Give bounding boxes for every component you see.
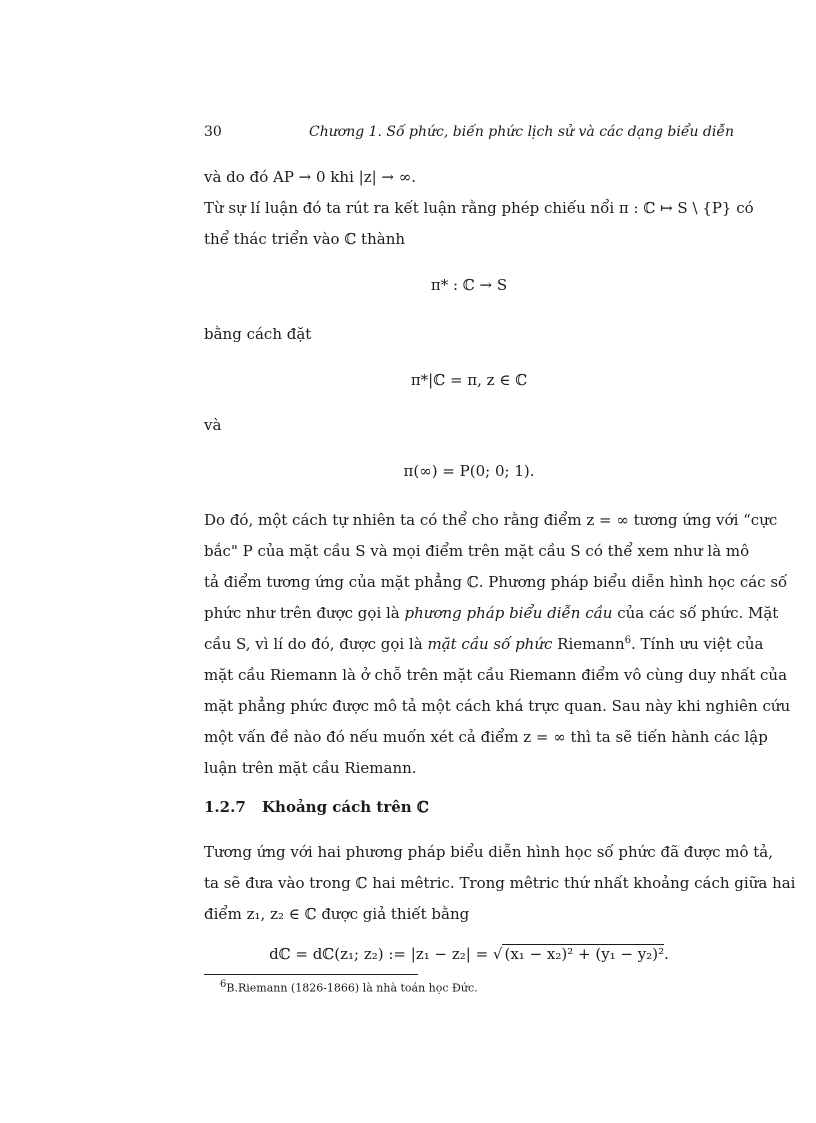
text-run: của các số phức. Mặt <box>612 604 779 622</box>
footnote <box>220 979 478 995</box>
equation-part: dℂ = dℂ(z₁; z₂) := |z₁ − z₂| = √ <box>269 945 503 963</box>
radicand: (x₁ − x₂)² + (y₁ − y₂)² <box>504 945 665 963</box>
text-line: điểm z₁, z₂ ∈ ℂ được giả thiết bằng <box>204 905 470 923</box>
equation: π(∞) = P(0; 0; 1). <box>403 462 535 480</box>
equation: π*|ℂ = π, z ∈ ℂ <box>410 371 528 389</box>
text-run: . Tính ưu việt của <box>631 635 764 653</box>
emphasis: mặt cầu số phức <box>427 635 553 653</box>
text-line: Do đó, một cách tự nhiên ta có thể cho rằng điểm z = ∞ tương ứng với “cực <box>204 511 778 529</box>
footnote-ref: 6 <box>624 635 632 646</box>
text-line: ta sẽ đưa vào trong ℂ hai mêtric. Trong mêtric thứ nhất khoảng cách giữa hai <box>204 874 796 892</box>
text-line: bằng cách đặt <box>204 325 312 343</box>
text-line: Tương ứng với hai phương pháp biểu diễn hình học số phức đã được mô tả, <box>204 843 774 861</box>
text-line: một vấn đề nào đó nếu muốn xét cả điểm z = ∞ thì ta sẽ tiến hành các lập <box>204 728 768 746</box>
text-line <box>204 604 779 622</box>
page-number: 30 <box>204 124 222 140</box>
text-line: Từ sự lí luận đó ta rút ra kết luận rằng phép chiếu nổi π : ℂ ↦ S \ {P} có <box>204 199 754 217</box>
running-title: Chương 1. Số phức, biến phức lịch sử và các dạng biểu diễn <box>309 124 734 140</box>
footnote-mark: 6 <box>220 979 227 990</box>
equation-part: . <box>664 945 669 963</box>
section-title: Khoảng cách trên ℂ <box>262 798 429 816</box>
text-line: và do đó AP → 0 khi |z| → ∞. <box>204 168 417 186</box>
text-line <box>204 635 764 653</box>
text-run: Riemann <box>552 635 625 653</box>
text-line: mặt cầu Riemann là ở chỗ trên mặt cầu Riemann điểm vô cùng duy nhất của <box>204 666 788 684</box>
text-run: cầu S, vì lí do đó, được gọi là <box>204 635 428 653</box>
text-line: và <box>204 416 222 434</box>
text-line: mặt phẳng phức được mô tả một cách khá trực quan. Sau này khi nghiên cứu <box>204 697 791 715</box>
emphasis: phương pháp biểu diễn cầu <box>404 604 613 622</box>
section-heading <box>204 798 429 816</box>
equation: π* : ℂ → S <box>430 276 508 294</box>
text-run: phức như trên được gọi là <box>204 604 405 622</box>
section-number: 1.2.7 <box>204 798 246 816</box>
footnote-text: B.Riemann (1826-1866) là nhà toán học Đức. <box>226 981 478 995</box>
text-line: bắc" P của mặt cầu S và mọi điểm trên mặt cầu S có thể xem như là mô <box>204 542 750 560</box>
text-line: luận trên mặt cầu Riemann. <box>204 759 417 777</box>
footnote-rule <box>204 974 418 975</box>
text-line: thể thác triển vào ℂ thành <box>204 230 406 248</box>
text-line: tả điểm tương ứng của mặt phẳng ℂ. Phương pháp biểu diễn hình học các số <box>204 573 788 591</box>
equation <box>204 945 734 963</box>
